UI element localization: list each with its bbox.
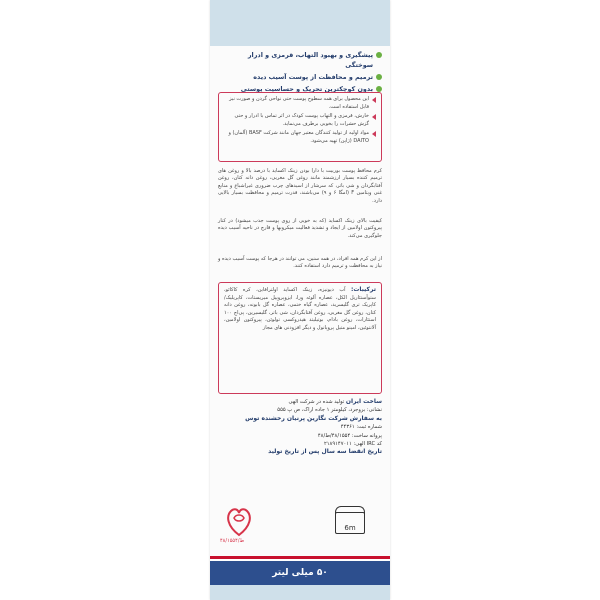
note-item: مواد اولیه از تولید کنندگان معتبر جهان مانند شرکت BASF (آلمان) و DAITO (ژاپن) تهیه می‌شود.: [224, 130, 376, 145]
top-blue-band: [210, 0, 390, 46]
benefits-list: [218, 50, 382, 96]
expiry-text: تاریخ انقضا سه سال پس از تاریخ تولید: [268, 448, 382, 456]
description-paragraph-2: کیفیت بالای زینک اکساید (که به خوبی از روی پوست جذب میشود) در کنار پیروکتون اولامین از ایجاد و تشدید فعالیت میکروبها و قارچ در ناحیه آسیب دیده جلوگیری می‌کند.: [218, 218, 382, 239]
health-ministry-logo-icon: [224, 502, 254, 538]
note-item: خارش، قرمزی و التهاب پوست کودک در اثر تماس با ادرار و حتی گزش حشرات را بخوبی برطرف می‌نماید.: [224, 113, 376, 128]
green-dot-icon: [376, 74, 382, 80]
description-paragraph-1: کرم محافظ پوست بوربیت با دارا بودن زینک اکساید با درصد بالا و روغن های ترمیم کننده بسیار ارزشمند مانند روغن گل مغربی، روغن دانه کتان، روغن آفتابگردان و شی باتر، که سرشار از اسیدهای چرب ضروری غیراشباع و منابع غنی ویتامین F (امگا ۶ و ۹) می‌باشند، قدرت ترمیم و محافظت بسیار بالایی دارد.: [218, 168, 383, 204]
ingredients-text: آب دیونیزه، زینک اکساید اولترافاین، کره کاکائو، ستوآستئاریل الکل، عصاره آلوئه ورا، ایزوپروپیل میریستات، کاپریلیک/کاپریک تری گلیسرید، عصاره گیاه ختمی، عصاره گل بابونه، روغن دانه کتان، روغن گل مغربی، روغن آفتابگردان، شی باتر، گلیسیرین، پی‌اچ ۱۰۰ استئارات، روغن بادام، بوتیلیتد هیدروکسی تولوئن، پیروکتون اولامین، آلانتوئین، امینو متیل پروپانول و دیگر افزودنی های مجاز: [224, 287, 376, 331]
ingredients-title: ترکیبات:: [350, 286, 376, 293]
license-text: پروانه ساخت: ۴۸/۱۵۵۴/ط/۴۸: [317, 432, 382, 439]
ingredients-box: [218, 282, 382, 394]
producer-text: تولید شده در شرکت الهی: [288, 399, 345, 405]
green-dot-icon: [376, 52, 382, 58]
registration-text: شماره ثبت: ۴۴۳۶۱: [340, 424, 382, 431]
benefit-item: بدون کوچکترین تحریک و حساسیت پوستی: [218, 84, 382, 94]
irc-text: کد IRC الهی: ۲۱۸۹۱۴۷۰۱۱: [323, 441, 382, 448]
product-box-side-panel: [210, 0, 390, 600]
volume-band: ۵۰ میلی لیتر: [210, 561, 390, 585]
triangle-bullet-icon: [372, 114, 376, 120]
notes-box: [218, 92, 382, 162]
benefit-item: پیشگیری و بهبود التهاب، قرمزی و ادرار سوختگی: [218, 50, 382, 70]
bottom-blue-band: [210, 585, 390, 600]
benefit-item: ترمیم و محافظت از پوست آسیب دیده: [218, 72, 382, 82]
manufacturer-info: [218, 398, 382, 457]
triangle-bullet-icon: [372, 131, 376, 137]
triangle-bullet-icon: [372, 97, 376, 103]
order-text: به سفارش شرکت نگارین پرنیان رخشنده توس: [245, 414, 382, 422]
address-text: نشانی: بروجرد، کیلومتر ۱ جاده اراک، ص پ ۵۵۵: [277, 407, 382, 414]
note-item: این محصول برای همه سطوح پوست حتی نواحی گردن و صورت نیز قابل استفاده است.: [224, 96, 376, 111]
period-after-opening-icon: 6m: [335, 512, 365, 534]
made-in-label: ساخت ایران: [345, 398, 382, 405]
description-paragraph-3: از این کرم همه افراد، در همه سنین، می توانند در هرجا که پوست آسیب دیده و نیاز به محافظت و ترمیم دارد استفاده کنند.: [218, 256, 382, 270]
logo-code: ۴۸/ط/۱۵۵۴: [220, 538, 245, 544]
